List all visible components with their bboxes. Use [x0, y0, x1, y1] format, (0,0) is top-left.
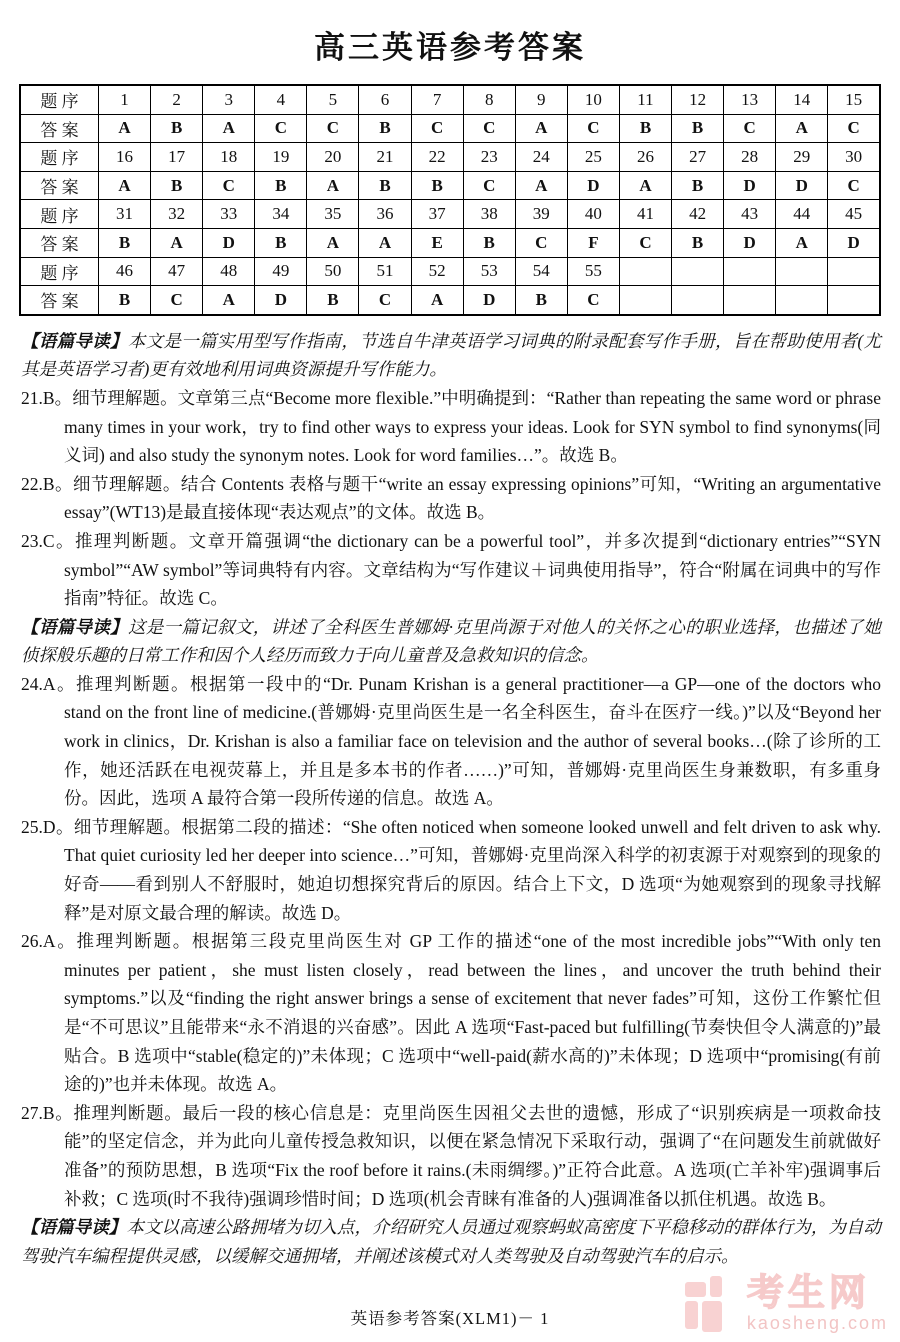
answer-letter-cell: E: [411, 228, 463, 257]
page-title: 高三英语参考答案: [314, 30, 586, 65]
intro-tag: 【语篇导读】: [21, 616, 128, 637]
answer-letter-cell: B: [672, 228, 724, 257]
answer-letter-cell: [776, 286, 828, 315]
answer-letter-cell: A: [203, 286, 255, 315]
passage-intro-intro-3: [21, 1213, 881, 1270]
answer-letter-cell: B: [672, 171, 724, 200]
answer-letter-cell: B: [151, 114, 203, 143]
answer-explanation-21: 21.B。细节理解题。文章第三点“Become more flexible.”中明确提到：“Rather than repeating the same word or phrase many times in your work，try to find other ways to express your ideas. Look for SYN symbol to find synonyms(同义词) and also study the synonym notes. Look for word families…”。故选 B。: [21, 387, 881, 466]
question-number-cell: 50: [307, 257, 359, 286]
question-number-cell: 4: [255, 85, 307, 114]
question-number-cell: 12: [672, 85, 724, 114]
answer-letter-cell: B: [307, 286, 359, 315]
question-number-cell: 16: [99, 143, 151, 172]
passage-intro-intro-1: [21, 327, 881, 384]
question-number-cell: 29: [776, 143, 828, 172]
answer-letter-cell: D: [724, 171, 776, 200]
page-footer: 英语参考答案(XLM1)－ 1: [350, 1309, 550, 1328]
question-number-cell: 13: [724, 85, 776, 114]
table-row: [20, 257, 880, 286]
table-row: [20, 171, 880, 200]
question-number-cell: 49: [255, 257, 307, 286]
question-number-cell: 42: [672, 200, 724, 229]
explanations-section: [21, 327, 881, 1271]
answer-letter-cell: A: [151, 228, 203, 257]
answer-letter-cell: C: [359, 286, 411, 315]
question-number-cell: 46: [99, 257, 151, 286]
answer-letter-cell: C: [567, 114, 619, 143]
question-number-cell: 18: [203, 143, 255, 172]
question-number-cell: 43: [724, 200, 776, 229]
question-number-cell: 11: [619, 85, 671, 114]
question-number-cell: 3: [203, 85, 255, 114]
answer-letter-cell: C: [828, 114, 880, 143]
question-number-cell: 1: [99, 85, 151, 114]
question-number-cell: 6: [359, 85, 411, 114]
question-number-cell: [776, 257, 828, 286]
answer-letter-cell: D: [828, 228, 880, 257]
answer-letter-cell: B: [151, 171, 203, 200]
question-number-cell: 26: [619, 143, 671, 172]
question-row-label: 题 序: [20, 143, 99, 172]
question-number-cell: 34: [255, 200, 307, 229]
intro-tag: 【语篇导读】: [21, 1217, 127, 1238]
answer-explanation-22: 22.B。细节理解题。结合 Contents 表格与题干“write an essay expressing opinions”可知，“Writing an argumentative essay”(WT13)是最直接体现“表达观点”的文体。故选 B。: [21, 473, 881, 523]
answer-letter-cell: C: [203, 171, 255, 200]
question-number-cell: 10: [567, 85, 619, 114]
question-number-cell: 30: [828, 143, 880, 172]
question-number-cell: 44: [776, 200, 828, 229]
answer-letter-cell: A: [515, 171, 567, 200]
answer-letter-cell: [672, 286, 724, 315]
question-number-cell: 24: [515, 143, 567, 172]
question-number-cell: 14: [776, 85, 828, 114]
question-number-cell: 55: [567, 257, 619, 286]
answer-letter-cell: B: [463, 228, 515, 257]
answer-letter-cell: A: [307, 171, 359, 200]
answer-letter-cell: D: [203, 228, 255, 257]
question-number-cell: 38: [463, 200, 515, 229]
answer-row-label: 答 案: [20, 114, 99, 143]
answer-letter-cell: B: [255, 171, 307, 200]
answer-letter-cell: A: [203, 114, 255, 143]
answer-explanation-24: 24.A。推理判断题。根据第一段中的“Dr. Punam Krishan is a general practitioner—a GP—one of the doctors who stand on the front line of medicine.(普娜姆·克里尚医生是一名全科医生，奋斗在医疗一线。)”以及“Beyond her work in clinics，Dr. Krishan is also a familiar face on television and the author of several books…(除了诊所的工作，她还活跃在电视荧幕上，并且是多本书的作者……)”可知，普娜姆·克里尚医生身兼数职，有多重身份。因此，选项 A 最符合第一段所传递的信息。故选 A。: [21, 673, 881, 809]
answer-explanation-26: 26.A。推理判断题。根据第三段克里尚医生对 GP 工作的描述“one of the most incredible jobs”“With only ten minutes per patient，she must listen closely，read between the lines，and uncover the truth behind their symptoms.”以及“finding the right answer brings a sense of excitement that never fades”可知，这份工作繁忙但是“不可思议”且能带来“永不消退的兴奋感”。因此 A 选项“Fast-paced but fulfilling(节奏快但令人满意的)”最贴合。B 选项中“stable(稳定的)”未体现；C 选项中“well-paid(薪水高的)”未体现；D 选项中“promising(有前途的)”也并未体现。故选 A。: [21, 931, 881, 1095]
intro-text: 这是一篇记叙文，讲述了全科医生普娜姆·克里尚源于对他人的关怀之心的职业选择，也描述了她侦探般乐趣的日常工作和因个人经历而致力于向儿童普及急救知识的信念。: [21, 616, 881, 666]
question-number-cell: 31: [99, 200, 151, 229]
question-number-cell: [672, 257, 724, 286]
intro-text: 本文以高速公路拥堵为切入点，介绍研究人员通过观察蚂蚁高密度下平稳移动的群体行为，为自动驾驶汽车编程提供灵感，以缓解交通拥堵，并阐述该模式对人类驾驶及自动驾驶汽车的启示。: [21, 1217, 881, 1266]
question-number-cell: 53: [463, 257, 515, 286]
answer-key-table: [19, 84, 881, 316]
answer-letter-cell: B: [359, 171, 411, 200]
question-number-cell: 19: [255, 143, 307, 172]
question-number-cell: 22: [411, 143, 463, 172]
question-number-cell: 52: [411, 257, 463, 286]
question-number-cell: 54: [515, 257, 567, 286]
answer-letter-cell: F: [567, 228, 619, 257]
table-row: [20, 200, 880, 229]
question-number-cell: 2: [151, 85, 203, 114]
answer-letter-cell: C: [307, 114, 359, 143]
table-row: [20, 85, 880, 114]
answer-letter-cell: D: [724, 228, 776, 257]
answer-letter-cell: [828, 286, 880, 315]
watermark-site-domain: kaosheng.com: [746, 1313, 888, 1333]
question-number-cell: 35: [307, 200, 359, 229]
answer-letter-cell: A: [776, 228, 828, 257]
answer-letter-cell: C: [724, 114, 776, 143]
intro-tag: 【语篇导读】: [21, 330, 128, 351]
question-number-cell: 17: [151, 143, 203, 172]
answer-letter-cell: B: [99, 228, 151, 257]
question-number-cell: 39: [515, 200, 567, 229]
answer-letter-cell: B: [255, 228, 307, 257]
answer-letter-cell: C: [515, 228, 567, 257]
answer-letter-cell: B: [411, 171, 463, 200]
answer-letter-cell: B: [99, 286, 151, 315]
question-number-cell: 40: [567, 200, 619, 229]
answer-letter-cell: A: [359, 228, 411, 257]
question-number-cell: 32: [151, 200, 203, 229]
question-number-cell: 21: [359, 143, 411, 172]
answer-letter-cell: D: [776, 171, 828, 200]
answer-table-body: [20, 85, 880, 315]
question-number-cell: [724, 257, 776, 286]
answer-letter-cell: B: [515, 286, 567, 315]
question-number-cell: 37: [411, 200, 463, 229]
answer-letter-cell: A: [99, 114, 151, 143]
question-number-cell: 5: [307, 85, 359, 114]
table-row: [20, 143, 880, 172]
answer-letter-cell: C: [151, 286, 203, 315]
watermark-site-name: 考生网: [746, 1273, 870, 1314]
question-row-label: 题 序: [20, 85, 99, 114]
answer-row-label: 答 案: [20, 228, 99, 257]
question-number-cell: 23: [463, 143, 515, 172]
answer-letter-cell: B: [619, 114, 671, 143]
question-number-cell: 47: [151, 257, 203, 286]
question-number-cell: [619, 257, 671, 286]
question-number-cell: 28: [724, 143, 776, 172]
passage-intro-intro-2: [21, 613, 881, 670]
answer-letter-cell: A: [619, 171, 671, 200]
question-number-cell: 36: [359, 200, 411, 229]
answer-letter-cell: [619, 286, 671, 315]
answer-row-label: 答 案: [20, 171, 99, 200]
question-number-cell: [828, 257, 880, 286]
answer-letter-cell: D: [255, 286, 307, 315]
answer-letter-cell: B: [359, 114, 411, 143]
answer-letter-cell: C: [463, 171, 515, 200]
table-row: [20, 286, 880, 315]
question-number-cell: 48: [203, 257, 255, 286]
intro-text: 本文是一篇实用型写作指南，节选自牛津英语学习词典的附录配套写作手册，旨在帮助使用者(尤其是英语学习者)更有效地利用词典资源提升写作能力。: [21, 330, 882, 380]
question-row-label: 题 序: [20, 257, 99, 286]
answer-letter-cell: [724, 286, 776, 315]
question-number-cell: 20: [307, 143, 359, 172]
answer-letter-cell: C: [255, 114, 307, 143]
answer-letter-cell: B: [672, 114, 724, 143]
answer-explanation-23: 23.C。推理判断题。文章开篇强调“the dictionary can be a powerful tool”，并多次提到“dictionary entries”“SYN symbol”“AW symbol”等词典特有内容。文章结构为“写作建议＋词典使用指导”，符合“附属在词典中的写作指南”特征。故选 C。: [21, 530, 881, 609]
question-number-cell: 25: [567, 143, 619, 172]
question-number-cell: 33: [203, 200, 255, 229]
question-number-cell: 27: [672, 143, 724, 172]
answer-letter-cell: A: [411, 286, 463, 315]
table-row: [20, 228, 880, 257]
answer-row-label: 答 案: [20, 286, 99, 315]
answer-explanation-25: 25.D。细节理解题。根据第二段的描述：“She often noticed when someone looked unwell and felt driven to ask why. That quiet curiosity led her deeper into science…”可知，普娜姆·克里尚深入科学的初衷源于对观察到的现象的好奇——看到别人不舒服时，她迫切想探究背后的原因。结合上下文，D 选项“为她观察到的现象寻找解释”是对原文最合理的解读。故选 D。: [21, 816, 881, 923]
table-row: [20, 114, 880, 143]
question-number-cell: 41: [619, 200, 671, 229]
answer-letter-cell: A: [307, 228, 359, 257]
answer-letter-cell: C: [828, 171, 880, 200]
question-number-cell: 51: [359, 257, 411, 286]
answer-letter-cell: C: [411, 114, 463, 143]
answer-letter-cell: D: [567, 171, 619, 200]
question-number-cell: 7: [411, 85, 463, 114]
question-number-cell: 45: [828, 200, 880, 229]
answer-letter-cell: A: [776, 114, 828, 143]
answer-letter-cell: A: [515, 114, 567, 143]
question-number-cell: 8: [463, 85, 515, 114]
answer-letter-cell: D: [463, 286, 515, 315]
answer-letter-cell: C: [619, 228, 671, 257]
question-row-label: 题 序: [20, 200, 99, 229]
answer-letter-cell: A: [99, 171, 151, 200]
answer-explanation-27: 27.B。推理判断题。最后一段的核心信息是：克里尚医生因祖父去世的遗憾，形成了“识别疾病是一项救命技能”的坚定信念，并为此向儿童传授急救知识，以便在紧急情况下采取行动，强调了“在问题发生前就做好准备”的预防思想，B 选项“Fix the roof before it rains.(未雨绸缪。)”正符合此意。A 选项(亡羊补牢)强调事后补救；C 选项(时不我待)强调珍惜时间；D 选项(机会青睐有准备的人)强调准备以抓住机遇。故选 B。: [21, 1102, 881, 1209]
answer-letter-cell: C: [567, 286, 619, 315]
question-number-cell: 9: [515, 85, 567, 114]
question-number-cell: 15: [828, 85, 880, 114]
answer-letter-cell: C: [463, 114, 515, 143]
